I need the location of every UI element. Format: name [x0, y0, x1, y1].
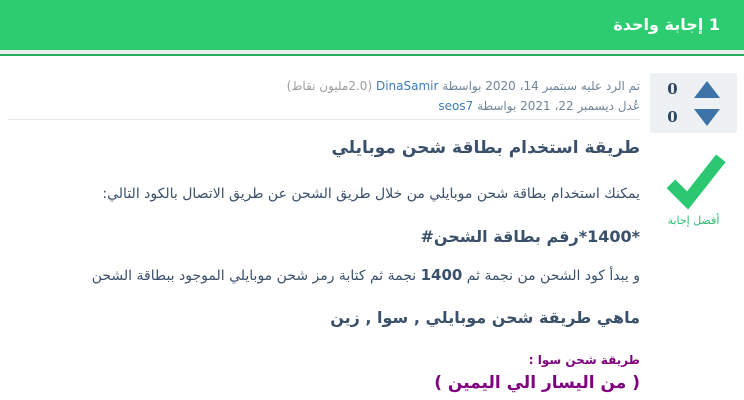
- edited-text: عُدل ديسمبر 22، 2021 بواسطة: [477, 99, 640, 113]
- edited-line: [8, 96, 640, 116]
- explain-text-after: نجمة ثم كتابة رمز شحن موبايلي الموجود ببطاقة الشحن: [91, 268, 421, 284]
- sawa-direction-note: ( من اليسار الي اليمين ): [434, 373, 640, 393]
- code-explanation-paragraph: [8, 266, 640, 286]
- editor-link[interactable]: seos7: [438, 99, 474, 113]
- answer-area: [0, 56, 744, 395]
- answered-line: [8, 76, 640, 96]
- related-question-heading: ماهي طريقة شحن موبايلي , سوا , زين: [330, 308, 640, 327]
- vote-box: [650, 73, 737, 133]
- author-points: (2.0مليون نقاط): [286, 79, 373, 93]
- answer-author-link[interactable]: DinaSamir: [375, 79, 439, 93]
- upvote-arrow-icon[interactable]: [694, 81, 720, 98]
- explain-text-before: و يبدأ كود الشحن من نجمة ثم: [462, 268, 640, 284]
- answers-header-bar: [0, 0, 744, 50]
- sawa-method-label: طريقة شحن سوا :: [528, 353, 640, 367]
- answer-title: طريقة استخدام بطاقة شحن موبايلي: [331, 138, 640, 158]
- downvote-count: 0: [667, 107, 678, 126]
- upvote-row: [650, 77, 737, 101]
- downvote-row: [650, 105, 737, 129]
- answer-meta: [8, 56, 640, 120]
- downvote-arrow-icon[interactable]: [694, 109, 720, 126]
- answer-content-column: [8, 56, 640, 395]
- upvote-count: 0: [667, 79, 678, 98]
- answered-text: تم الرد عليه سبتمبر 14، 2020 بواسطة: [442, 79, 640, 93]
- best-answer-label: أفضل إجابة: [667, 214, 720, 227]
- explain-number: 1400: [420, 266, 463, 284]
- best-answer-check-icon[interactable]: [662, 148, 726, 212]
- ussd-code-line: *1400*رقم بطاقة الشحن#: [420, 227, 640, 246]
- best-answer-indicator: [650, 148, 737, 228]
- answers-count-title: 1 إجابة واحدة: [613, 15, 720, 34]
- answer-intro-paragraph: يمكنك استخدام بطاقة شحن موبايلي من خلال طريق الشحن عن طريق الاتصال بالكود التالي:: [102, 186, 640, 202]
- answer-side-column: [650, 56, 737, 395]
